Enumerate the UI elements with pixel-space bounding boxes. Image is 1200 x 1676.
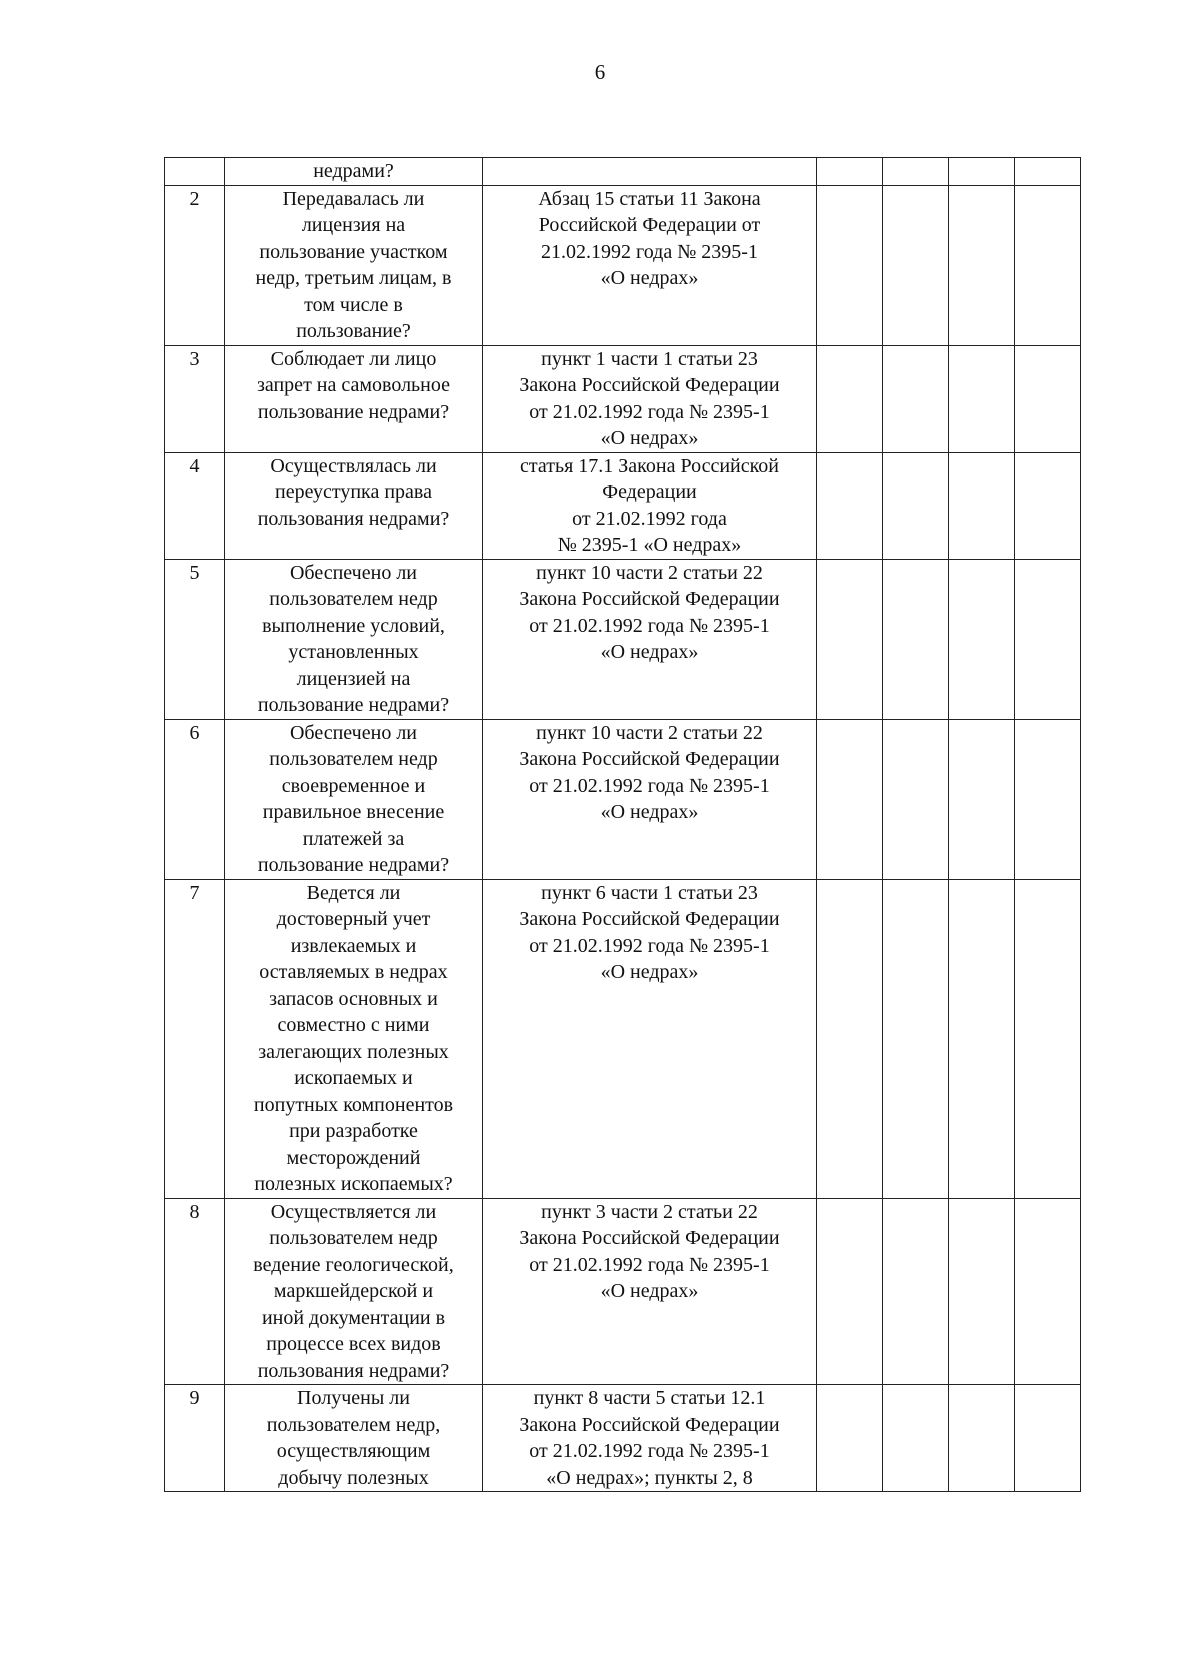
answer-cell bbox=[949, 452, 1015, 559]
answer-cell bbox=[817, 1385, 883, 1492]
answer-cell bbox=[1015, 719, 1081, 879]
question-cell: Получены ли пользователем недр, осуществляющим добычу полезных bbox=[225, 1385, 483, 1492]
answer-cell bbox=[883, 719, 949, 879]
answer-cell bbox=[949, 185, 1015, 345]
answer-cell bbox=[949, 1198, 1015, 1385]
answer-cell bbox=[817, 1198, 883, 1385]
table-row bbox=[165, 452, 1081, 559]
table-row bbox=[165, 879, 1081, 1198]
reference-cell: пункт 10 части 2 статьи 22 Закона Российской Федерации от 21.02.1992 года № 2395-1 «О недрах» bbox=[483, 559, 817, 719]
answer-cell bbox=[949, 1385, 1015, 1492]
answer-cell bbox=[883, 185, 949, 345]
answer-cell bbox=[817, 719, 883, 879]
reference-cell: пункт 6 части 1 статьи 23 Закона Российской Федерации от 21.02.1992 года № 2395-1 «О недрах» bbox=[483, 879, 817, 1198]
page-number: 6 bbox=[594, 60, 606, 84]
answer-cell bbox=[1015, 452, 1081, 559]
answer-cell bbox=[817, 559, 883, 719]
answer-cell bbox=[949, 719, 1015, 879]
row-number-cell: 2 bbox=[165, 185, 225, 345]
table-row bbox=[165, 719, 1081, 879]
inspection-checklist-table bbox=[164, 157, 1081, 1492]
row-number-cell: 9 bbox=[165, 1385, 225, 1492]
answer-cell bbox=[817, 452, 883, 559]
answer-cell bbox=[883, 559, 949, 719]
answer-cell bbox=[883, 1198, 949, 1385]
table-row bbox=[165, 1385, 1081, 1492]
answer-cell bbox=[949, 879, 1015, 1198]
answer-cell bbox=[1015, 345, 1081, 452]
row-number-cell: 8 bbox=[165, 1198, 225, 1385]
answer-cell bbox=[883, 1385, 949, 1492]
row-number-cell: 3 bbox=[165, 345, 225, 452]
reference-cell: пункт 3 части 2 статьи 22 Закона Российской Федерации от 21.02.1992 года № 2395-1 «О недрах» bbox=[483, 1198, 817, 1385]
question-cell: Осуществляется ли пользователем недр ведение геологической, маркшейдерской и иной документации в процессе всех видов пользования недрами? bbox=[225, 1198, 483, 1385]
answer-cell bbox=[817, 879, 883, 1198]
table-row bbox=[165, 158, 1081, 186]
reference-cell bbox=[483, 158, 817, 186]
table-row bbox=[165, 559, 1081, 719]
answer-cell bbox=[949, 158, 1015, 186]
row-number-cell: 7 bbox=[165, 879, 225, 1198]
answer-cell bbox=[817, 345, 883, 452]
answer-cell bbox=[1015, 185, 1081, 345]
table-row bbox=[165, 1198, 1081, 1385]
question-cell: Ведется ли достоверный учет извлекаемых и оставляемых в недрах запасов основных и совместно с ними залегающих полезных ископаемых и попутных компонентов при разработке месторождений полезных ископаемых? bbox=[225, 879, 483, 1198]
reference-cell: Абзац 15 статьи 11 Закона Российской Федерации от 21.02.1992 года № 2395-1 «О недрах» bbox=[483, 185, 817, 345]
row-number-cell bbox=[165, 158, 225, 186]
question-cell: Обеспечено ли пользователем недр выполнение условий, установленных лицензией на пользование недрами? bbox=[225, 559, 483, 719]
answer-cell bbox=[1015, 158, 1081, 186]
answer-cell bbox=[817, 185, 883, 345]
answer-cell bbox=[883, 879, 949, 1198]
answer-cell bbox=[1015, 879, 1081, 1198]
question-cell: Обеспечено ли пользователем недр своевременное и правильное внесение платежей за пользование недрами? bbox=[225, 719, 483, 879]
reference-cell: статья 17.1 Закона Российской Федерации от 21.02.1992 года № 2395-1 «О недрах» bbox=[483, 452, 817, 559]
answer-cell bbox=[949, 559, 1015, 719]
question-cell: Осуществлялась ли переуступка права пользования недрами? bbox=[225, 452, 483, 559]
row-number-cell: 4 bbox=[165, 452, 225, 559]
answer-cell bbox=[817, 158, 883, 186]
row-number-cell: 6 bbox=[165, 719, 225, 879]
answer-cell bbox=[949, 345, 1015, 452]
answer-cell bbox=[883, 452, 949, 559]
row-number-cell: 5 bbox=[165, 559, 225, 719]
reference-cell: пункт 8 части 5 статьи 12.1 Закона Российской Федерации от 21.02.1992 года № 2395-1 «О недрах»; пункты 2, 8 bbox=[483, 1385, 817, 1492]
question-cell: Передавалась ли лицензия на пользование участком недр, третьим лицам, в том числе в пользование? bbox=[225, 185, 483, 345]
table-row bbox=[165, 185, 1081, 345]
answer-cell bbox=[1015, 559, 1081, 719]
answer-cell bbox=[1015, 1198, 1081, 1385]
answer-cell bbox=[883, 158, 949, 186]
reference-cell: пункт 10 части 2 статьи 22 Закона Российской Федерации от 21.02.1992 года № 2395-1 «О недрах» bbox=[483, 719, 817, 879]
answer-cell bbox=[883, 345, 949, 452]
reference-cell: пункт 1 части 1 статьи 23 Закона Российской Федерации от 21.02.1992 года № 2395-1 «О недрах» bbox=[483, 345, 817, 452]
question-cell: недрами? bbox=[225, 158, 483, 186]
answer-cell bbox=[1015, 1385, 1081, 1492]
table-row bbox=[165, 345, 1081, 452]
question-cell: Соблюдает ли лицо запрет на самовольное пользование недрами? bbox=[225, 345, 483, 452]
